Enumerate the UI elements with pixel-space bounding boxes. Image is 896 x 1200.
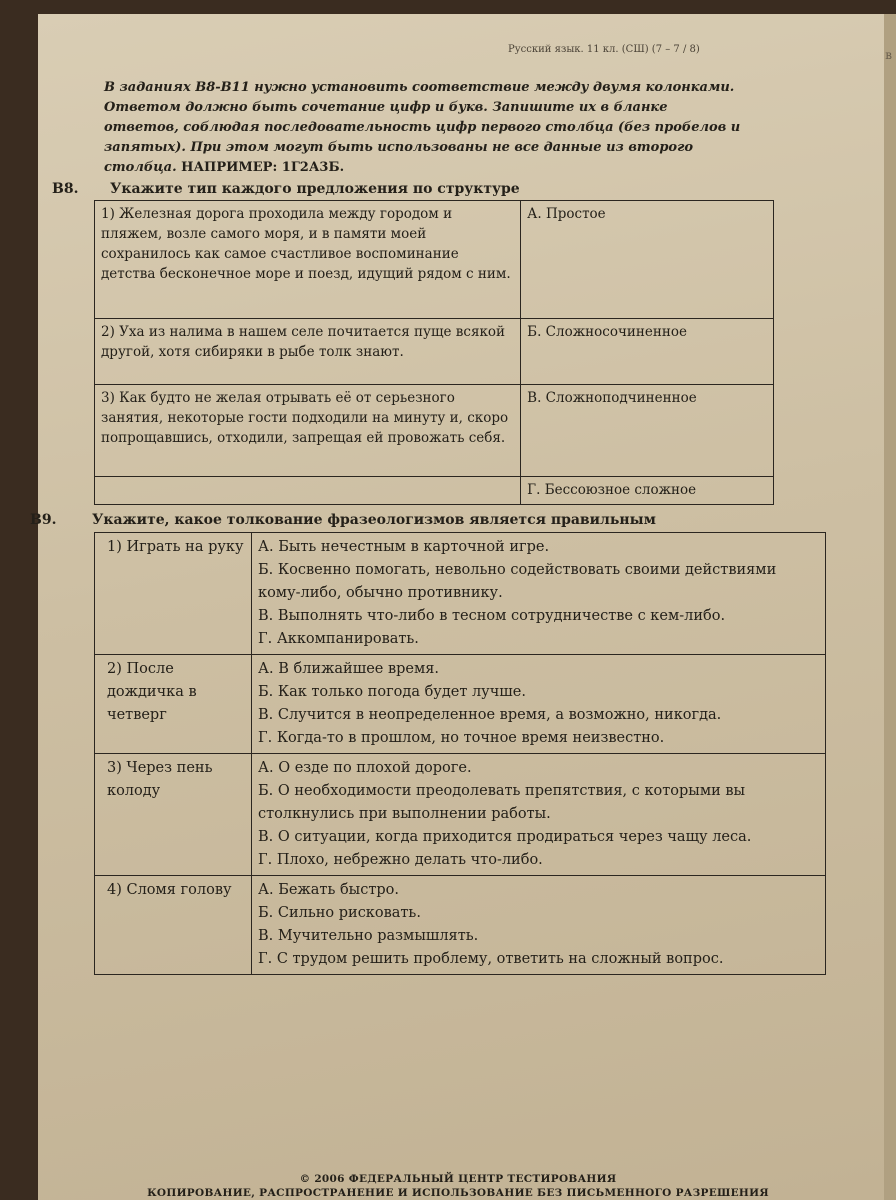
table-row <box>95 319 774 385</box>
corner-mark: в <box>885 48 892 62</box>
option: Г. Плохо, небрежно делать что-либо. <box>258 852 543 868</box>
footer <box>98 1172 818 1200</box>
option: В. О ситуации, когда приходится продираться через чащу леса. <box>258 829 752 845</box>
b8-empty-cell <box>95 477 521 505</box>
example-text: НАПРИМЕР: 1Г2А3Б. <box>181 160 345 175</box>
b9-table <box>94 532 826 975</box>
page-header: Русский язык. 11 кл. (СШ) (7 – 7 / 8) <box>508 44 700 55</box>
b8-option-v: В. Сложноподчиненное <box>521 385 774 477</box>
b8-item-1: 1) Железная дорога проходила между городом и пляжем, возле самого моря, и в памяти моей сохранилось как самое счастливое воспоминание детства бесконечное море и поезд, идущий рядом с ним. <box>95 201 521 319</box>
copyright-notice: КОПИРОВАНИЕ, РАСПРОСТРАНЕНИЕ И ИСПОЛЬЗОВАНИЕ БЕЗ ПИСЬМЕННОГО РАЗРЕШЕНИЯ <box>147 1187 769 1199</box>
instructions-text: В заданиях В8-В11 нужно установить соответствие между двумя колонками. Ответом должно быть сочетание цифр и букв. Запишите их в бланке ответов, соблюдая последовательность цифр первого столбца (без пробелов и запятых). При этом могут быть использованы не все данные из второго столбца. <box>104 80 741 175</box>
b8-option-a: А. Простое <box>521 201 774 319</box>
table-row <box>95 876 826 975</box>
option: В. Выполнять что-либо в тесном сотрудничестве с кем-либо. <box>258 608 726 624</box>
b9-options-2 <box>252 655 826 754</box>
option: Г. Аккомпанировать. <box>258 631 419 647</box>
table-row <box>95 201 774 319</box>
b9-phrase-1: 1) Играть на руку <box>95 533 252 655</box>
b8-item-2: 2) Уха из налима в нашем селе почитается пуще всякой другой, хотя сибиряки в рыбе толк знают. <box>95 319 521 385</box>
table-row <box>95 655 826 754</box>
b9-options-4 <box>252 876 826 975</box>
option: Г. С трудом решить проблему, ответить на сложный вопрос. <box>258 951 724 967</box>
table-row <box>95 754 826 876</box>
b8-option-g: Г. Бессоюзное сложное <box>521 477 774 505</box>
question-number-b8: В8. <box>52 181 79 197</box>
b9-options-1 <box>252 533 826 655</box>
b9-phrase-2: 2) После дождичка в четверг <box>95 655 252 754</box>
option: А. Бежать быстро. <box>258 882 399 898</box>
b8-item-3: 3) Как будто не желая отрывать её от серьезного занятия, некоторые гости подходили на минуту и, скоро попрощавшись, отходили, запрещая ей провожать себя. <box>95 385 521 477</box>
question-title-b9: Укажите, какое толкование фразеологизмов является правильным <box>92 512 656 528</box>
instructions <box>104 78 744 178</box>
b8-option-b: Б. Сложносочиненное <box>521 319 774 385</box>
option: А. В ближайшее время. <box>258 661 440 677</box>
option: Б. О необходимости преодолевать препятствия, с которыми вы столкнулись при выполнении работы. <box>258 783 746 822</box>
option: Б. Как только погода будет лучше. <box>258 684 526 700</box>
table-row <box>95 533 826 655</box>
option: Г. Когда-то в прошлом, но точное время неизвестно. <box>258 730 665 746</box>
option: В. Мучительно размышлять. <box>258 928 479 944</box>
b9-phrase-3: 3) Через пень колоду <box>95 754 252 876</box>
b9-options-3 <box>252 754 826 876</box>
question-title-b8: Укажите тип каждого предложения по структуре <box>110 181 520 197</box>
option: Б. Сильно рисковать. <box>258 905 421 921</box>
option: А. О езде по плохой дороге. <box>258 760 472 776</box>
copyright-line: © 2006 ФЕДЕРАЛЬНЫЙ ЦЕНТР ТЕСТИРОВАНИЯ <box>299 1173 617 1185</box>
table-row <box>95 477 774 505</box>
question-number-b9: В9. <box>30 512 57 528</box>
option: Б. Косвенно помогать, невольно содействовать своими действиями кому-либо, обычно противнику. <box>258 562 777 601</box>
b8-table <box>94 200 774 505</box>
b9-phrase-4: 4) Сломя голову <box>95 876 252 975</box>
option: В. Случится в неопределенное время, а возможно, никогда. <box>258 707 722 723</box>
table-row <box>95 385 774 477</box>
page-edge <box>884 14 896 1200</box>
exam-page <box>30 14 896 1200</box>
option: А. Быть нечестным в карточной игре. <box>258 539 550 555</box>
